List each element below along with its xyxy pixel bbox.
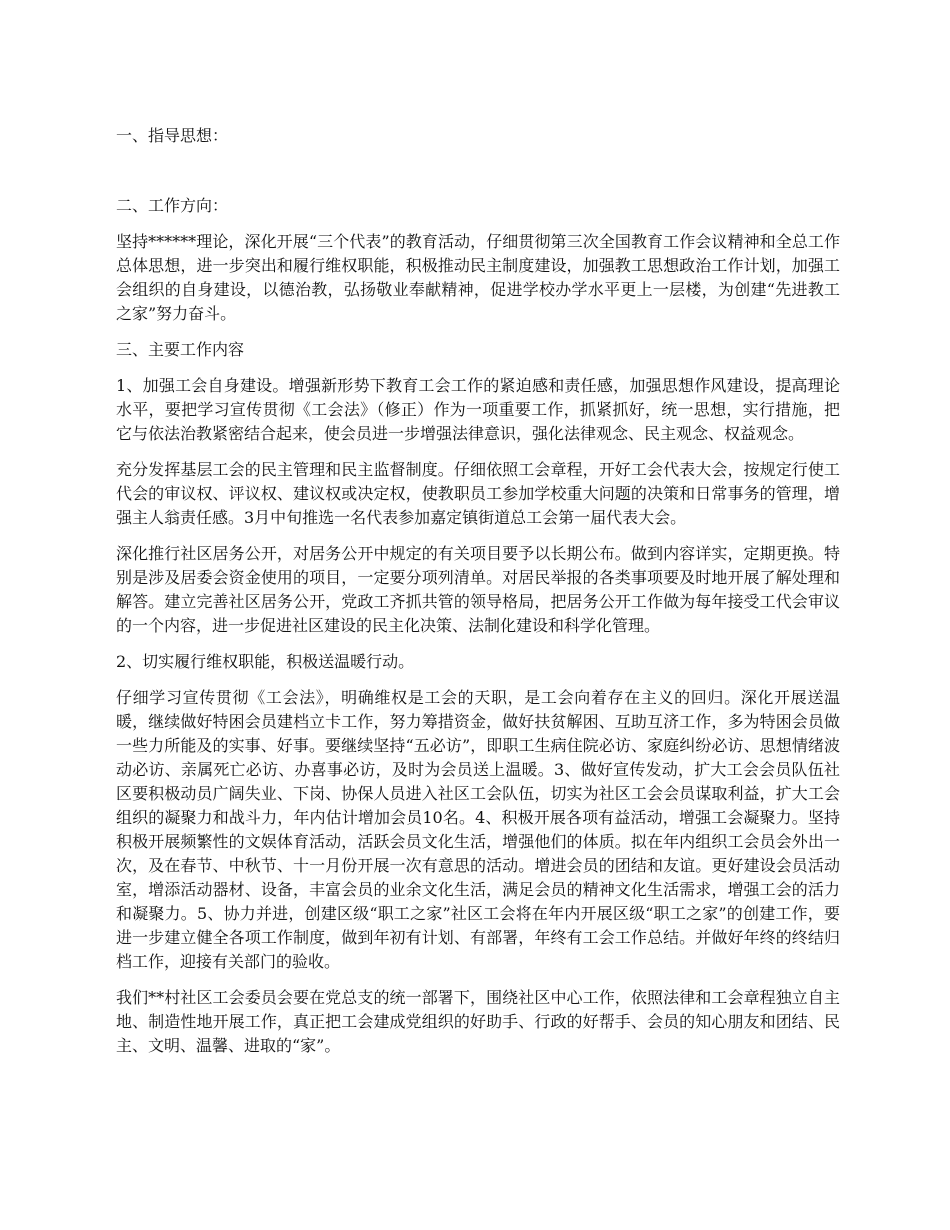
paragraph-guiding: 坚持******理论，深化开展“三个代表”的教育活动，仔细贯彻第三次全国教育工作会议精神和全总工作总体思想，进一步突出和履行维权职能，积极推动民主制度建设，加强教工思想政治工作计划，加强工会组织的自身建设，以德治教，弘扬敬业奉献精神，促进学校办学水平更上一层楼，为创建“先进教工之家”努力奋斗。 <box>116 232 840 323</box>
paragraph-self-building: 1、加强工会自身建设。增强新形势下教育工会工作的紧迫感和责任感，加强思想作风建设，提高理论水平，要把学习宣传贯彻《工会法》（修正）作为一项重要工作，抓紧抓好，统一思想，实行措施，把它与依法治教紧密结合起来，使会员进一步增强法律意识，强化法律观念、民主观念、权益观念。 <box>116 376 840 443</box>
heading-main-content: 三、主要工作内容 <box>116 340 245 359</box>
heading-work-direction: 二、工作方向： <box>116 196 229 215</box>
paragraph-rights-protection-title: 2、切实履行维权职能，积极送温暖行动。 <box>116 652 415 671</box>
paragraph-rights-protection: 仔细学习宣传贯彻《工会法》，明确维权是工会的天职，是工会向着存在主义的回归。深化开展送温暖，继续做好特困会员建档立卡工作，努力筹措资金，做好扶贫解困、互助互济工作，多为特困会员做一些力所能及的实事、好事。要继续坚持“五必访”，即职工生病住院必访、家庭纠纷必访、思想情绪波动必访、亲属死亡必访、办喜事必访，及时为会员送上温暖。3、做好宣传发动，扩大工会会员队伍社区要积极动员广阔失业、下岗、协保人员进入社区工会队伍，切实为社区工会会员谋取利益，扩大工会组织的凝聚力和战斗力，年内估计增加会员10名。4、积极开展各项有益活动，增强工会凝聚力。坚持积极开展频繁性的文娱体育活动，活跃会员文化生活，增强他们的体质。拟在年内组织工会员会外出一次，及在春节、中秋节、十一月份开展一次有意思的活动。增进会员的团结和友谊。更好建设会员活动室，增添活动器材、设备，丰富会员的业余文化生活，满足会员的精神文化生活需求，增强工会的活力和凝聚力。5、协力并进，创建区级“职工之家”社区工会将在年内开展区级“职工之家”的创建工作，要进一步建立健全各项工作制度，做到年初有计划、有部署，年终有工会工作总结。并做好年终的终结归档工作，迎接有关部门的验收。 <box>116 688 840 971</box>
document-body <box>116 124 840 1070</box>
heading-guiding-ideology: 一、指导思想： <box>116 126 229 145</box>
paragraph-conclusion: 我们**村社区工会委员会要在党总支的统一部署下，围绕社区中心工作，依照法律和工会章程独立自主地、制造性地开展工作，真正把工会建成党组织的好助手、行政的好帮手、会员的知心朋友和团结、民主、文明、温馨、进取的“家”。 <box>116 988 840 1055</box>
paragraph-democratic-management: 充分发挥基层工会的民主管理和民主监督制度。仔细依照工会章程，开好工会代表大会，按规定行使工代会的审议权、评议权、建议权或决定权，使教职员工参加学校重大问题的决策和日常事务的管理，增强主人翁责任感。3月中旬推选一名代表参加嘉定镇街道总工会第一届代表大会。 <box>116 460 840 527</box>
paragraph-affairs-disclosure: 深化推行社区居务公开，对居务公开中规定的有关项目要予以长期公布。做到内容详实，定期更换。特别是涉及居委会资金使用的项目，一定要分项列清单。对居民举报的各类事项要及时地开展了解处理和解答。建立完善社区居务公开，党政工齐抓共管的领导格局，把居务公开工作做为每年接受工代会审议的一个内容，进一步促进社区建设的民主化决策、法制化建设和科学化管理。 <box>116 544 840 635</box>
